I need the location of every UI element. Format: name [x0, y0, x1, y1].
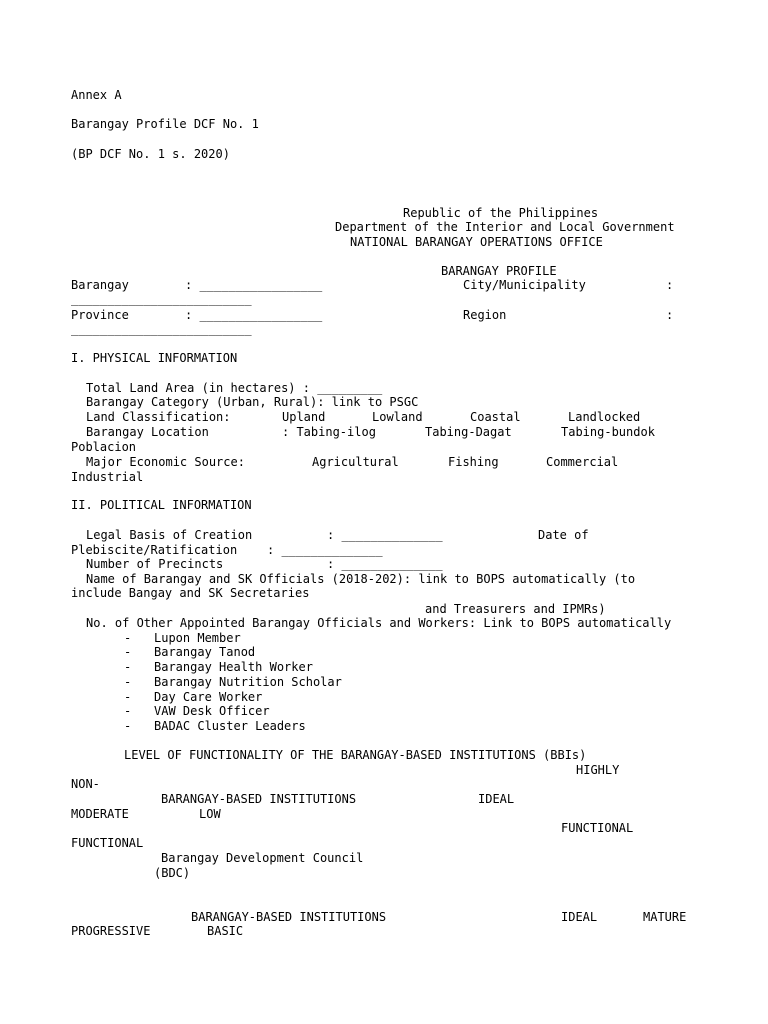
econ-agricultural: Agricultural: [312, 455, 399, 469]
land-area-line: Total Land Area (in hectares) : _________: [86, 381, 383, 395]
loc-tabing-ilog: : Tabing-ilog: [282, 425, 376, 439]
other-officials-line: No. of Other Appointed Barangay Officials and Workers: Link to BOPS automatically: [86, 616, 672, 630]
annex-label: Annex A: [71, 88, 122, 102]
political-heading: II. POLITICAL INFORMATION: [71, 498, 252, 512]
region-label: Region: [463, 308, 507, 322]
list-dash: -: [124, 645, 132, 659]
physical-heading: I. PHYSICAL INFORMATION: [71, 351, 238, 365]
list-item: Barangay Nutrition Scholar: [154, 675, 342, 689]
table1-col-bbi: BARANGAY-BASED INSTITUTIONS: [161, 792, 357, 806]
classification-label: Land Classification:: [86, 410, 231, 424]
form-title: Barangay Profile DCF No. 1: [71, 117, 259, 131]
form-reference: (BP DCF No. 1 s. 2020): [71, 147, 230, 161]
republic-line: Republic of the Philippines: [403, 206, 599, 220]
category-line: Barangay Category (Urban, Rural): link to PSGC: [86, 395, 419, 409]
precincts-label: Number of Precincts: [86, 557, 224, 571]
list-item: Day Care Worker: [154, 690, 263, 704]
table2-mature: MATURE: [643, 910, 687, 924]
region-blank: _________________________: [71, 322, 252, 336]
table1-row-bdc: Barangay Development Council: [161, 851, 364, 865]
class-coastal: Coastal: [470, 410, 521, 424]
table1-non: NON-: [71, 777, 100, 791]
list-dash: -: [124, 719, 132, 733]
legal-basis-label: Legal Basis of Creation: [86, 528, 253, 542]
plebiscite-blank: : ______________: [267, 543, 383, 557]
office-line: NATIONAL BARANGAY OPERATIONS OFFICE: [350, 235, 603, 249]
city-label: City/Municipality: [463, 278, 586, 292]
plebiscite-label: Plebiscite/Ratification: [71, 543, 238, 557]
date-of-label: Date of: [538, 528, 589, 542]
precincts-blank: : ______________: [327, 557, 443, 571]
officials-line-2: include Bangay and SK Secretaries: [71, 586, 310, 600]
table2-col-bbi: BARANGAY-BASED INSTITUTIONS: [191, 910, 387, 924]
table1-functional-b: FUNCTIONAL: [71, 836, 144, 850]
functionality-heading: LEVEL OF FUNCTIONALITY OF THE BARANGAY-BASED INSTITUTIONS (BBIs): [124, 748, 587, 762]
table1-highly: HIGHLY: [576, 763, 620, 777]
list-dash: -: [124, 631, 132, 645]
table1-row-bdc-abbr: (BDC): [154, 866, 191, 880]
officials-line-3: and Treasurers and IPMRs): [425, 602, 606, 616]
table1-functional-a: FUNCTIONAL: [561, 821, 634, 835]
list-item: Lupon Member: [154, 631, 241, 645]
class-lowland: Lowland: [372, 410, 423, 424]
barangay-blank: : _________________: [185, 278, 323, 292]
barangay-label: Barangay: [71, 278, 129, 292]
table1-ideal: IDEAL: [478, 792, 515, 806]
city-colon: :: [666, 278, 674, 292]
loc-tabing-bundok: Tabing-bundok: [561, 425, 655, 439]
list-item: BADAC Cluster Leaders: [154, 719, 306, 733]
table2-basic: BASIC: [207, 924, 244, 938]
city-blank: _________________________: [71, 292, 252, 306]
class-landlocked: Landlocked: [568, 410, 641, 424]
list-dash: -: [124, 675, 132, 689]
table2-ideal: IDEAL: [561, 910, 598, 924]
region-colon: :: [666, 308, 674, 322]
table1-low: LOW: [199, 807, 221, 821]
province-label: Province: [71, 308, 129, 322]
province-blank: : _________________: [185, 308, 323, 322]
econ-fishing: Fishing: [448, 455, 499, 469]
loc-tabing-dagat: Tabing-Dagat: [425, 425, 512, 439]
loc-poblacion: Poblacion: [71, 440, 137, 454]
list-dash: -: [124, 690, 132, 704]
department-line: Department of the Interior and Local Government: [335, 220, 675, 234]
page-title: BARANGAY PROFILE: [441, 264, 557, 278]
legal-basis-blank: : ______________: [327, 528, 443, 542]
list-item: Barangay Health Worker: [154, 660, 313, 674]
list-dash: -: [124, 660, 132, 674]
list-dash: -: [124, 704, 132, 718]
location-label: Barangay Location: [86, 425, 209, 439]
class-upland: Upland: [282, 410, 326, 424]
list-item: VAW Desk Officer: [154, 704, 270, 718]
list-item: Barangay Tanod: [154, 645, 256, 659]
economic-label: Major Economic Source:: [86, 455, 245, 469]
table2-progressive: PROGRESSIVE: [71, 924, 151, 938]
econ-industrial: Industrial: [71, 470, 144, 484]
officials-line-1: Name of Barangay and SK Officials (2018-202): link to BOPS automatically (to: [86, 572, 636, 586]
econ-commercial: Commercial: [546, 455, 619, 469]
table1-moderate: MODERATE: [71, 807, 129, 821]
